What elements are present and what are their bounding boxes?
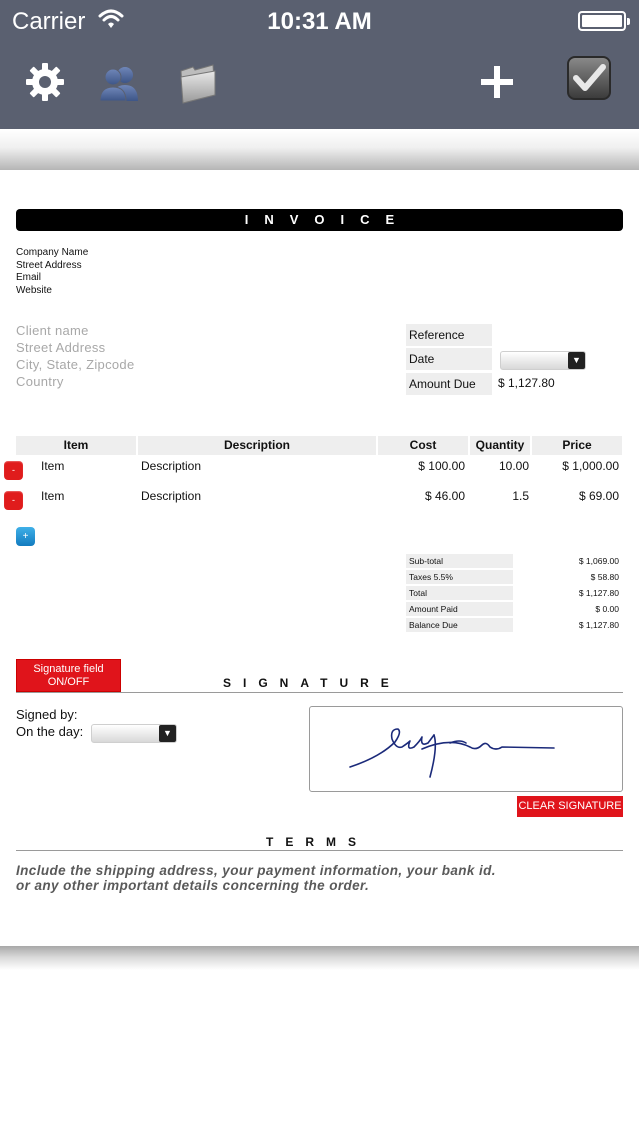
column-header-item: Item — [16, 436, 136, 455]
contacts-button[interactable] — [98, 62, 142, 104]
row-price: $ 1,000.00 — [562, 459, 619, 473]
terms-line: or any other important details concerning the order. — [16, 878, 370, 893]
page-shadow-bottom — [0, 946, 639, 970]
taxes-label[interactable]: Taxes 5.5% — [406, 570, 513, 584]
invoice-page — [0, 170, 639, 946]
signature-drawing — [310, 707, 622, 791]
row-description[interactable]: Description — [141, 459, 202, 473]
row-quantity[interactable]: 1.5 — [512, 489, 529, 503]
company-info[interactable] — [16, 247, 88, 297]
company-street[interactable]: Street Address — [16, 259, 82, 271]
terms-divider — [16, 850, 623, 851]
subtotal-value: $ 1,069.00 — [578, 556, 619, 566]
folder-icon — [177, 63, 219, 105]
terms-title: TERMS — [266, 835, 368, 849]
client-name-field[interactable]: Client name — [16, 323, 89, 338]
taxes-value: $ 58.80 — [590, 572, 619, 582]
folder-button[interactable] — [176, 62, 220, 106]
signature-pad[interactable] — [309, 706, 623, 792]
signature-toggle-label: Signature field — [33, 663, 104, 675]
contacts-icon — [98, 63, 142, 103]
row-quantity[interactable]: 10.00 — [498, 459, 529, 473]
status-bar — [0, 0, 639, 40]
total-label: Total — [406, 586, 513, 600]
row-cost[interactable]: $ 100.00 — [418, 459, 465, 473]
battery-icon — [578, 11, 626, 31]
plus-icon — [480, 65, 514, 99]
signature-date-select[interactable] — [91, 724, 177, 743]
delete-row-button[interactable]: - — [4, 461, 23, 480]
client-country-field[interactable]: Country — [16, 374, 64, 389]
dropdown-arrow-icon: ▼ — [159, 725, 176, 742]
top-bar — [0, 0, 639, 129]
amount-paid-value[interactable]: $ 0.00 — [595, 604, 619, 614]
row-item[interactable]: Item — [41, 459, 65, 473]
column-header-quantity: Quantity — [470, 436, 530, 455]
row-price: $ 69.00 — [578, 489, 619, 503]
balance-due-label: Balance Due — [406, 618, 513, 632]
invoice-title: INVOICE — [16, 209, 623, 231]
signature-toggle-state: ON/OFF — [47, 676, 90, 688]
column-header-description: Description — [138, 436, 376, 455]
clear-signature-button[interactable]: CLEAR SIGNATURE — [517, 796, 623, 817]
dropdown-arrow-icon: ▼ — [568, 352, 585, 369]
row-cost[interactable]: $ 46.00 — [424, 489, 465, 503]
add-invoice-button[interactable] — [478, 63, 516, 101]
on-the-day-label: On the day: — [16, 724, 84, 739]
amount-due-value: $ 1,127.80 — [498, 376, 555, 390]
company-name[interactable]: Company Name — [16, 247, 89, 258]
done-button[interactable] — [565, 54, 613, 102]
balance-due-value: $ 1,127.80 — [578, 620, 619, 630]
date-label: Date — [406, 348, 492, 370]
amount-due-label: Amount Due — [406, 373, 492, 395]
carrier-label: Carrier — [12, 8, 86, 35]
client-info[interactable] — [16, 322, 134, 390]
signature-toggle-button[interactable] — [16, 659, 121, 692]
column-header-price: Price — [532, 436, 622, 455]
status-time: 10:31 AM — [267, 8, 372, 35]
gear-icon — [25, 62, 65, 102]
column-header-cost: Cost — [378, 436, 468, 455]
amount-paid-label: Amount Paid — [406, 602, 513, 616]
row-description[interactable]: Description — [141, 489, 202, 503]
row-item[interactable]: Item — [41, 489, 65, 503]
total-value: $ 1,127.80 — [578, 588, 619, 598]
signed-by-label: Signed by: — [16, 707, 78, 722]
subtotal-label: Sub-total — [406, 554, 513, 568]
signed-by-block — [16, 706, 83, 740]
date-select[interactable] — [500, 351, 586, 370]
checkmark-icon — [566, 55, 612, 101]
add-row-button[interactable]: + — [16, 527, 35, 546]
client-street-field[interactable]: Street Address — [16, 340, 106, 355]
terms-line: Include the shipping address, your payment information, your bank id. — [16, 863, 496, 878]
reference-label: Reference — [406, 324, 492, 346]
delete-row-button[interactable]: - — [4, 491, 23, 510]
company-email[interactable]: Email — [16, 272, 42, 283]
company-website[interactable]: Website — [16, 284, 52, 296]
client-city-field[interactable]: City, State, Zipcode — [16, 357, 135, 372]
page-shadow-top — [0, 129, 639, 170]
signature-divider — [16, 692, 623, 693]
terms-text[interactable] — [16, 863, 496, 893]
settings-button[interactable] — [24, 61, 66, 103]
signature-title: SIGNATURE — [223, 676, 401, 690]
